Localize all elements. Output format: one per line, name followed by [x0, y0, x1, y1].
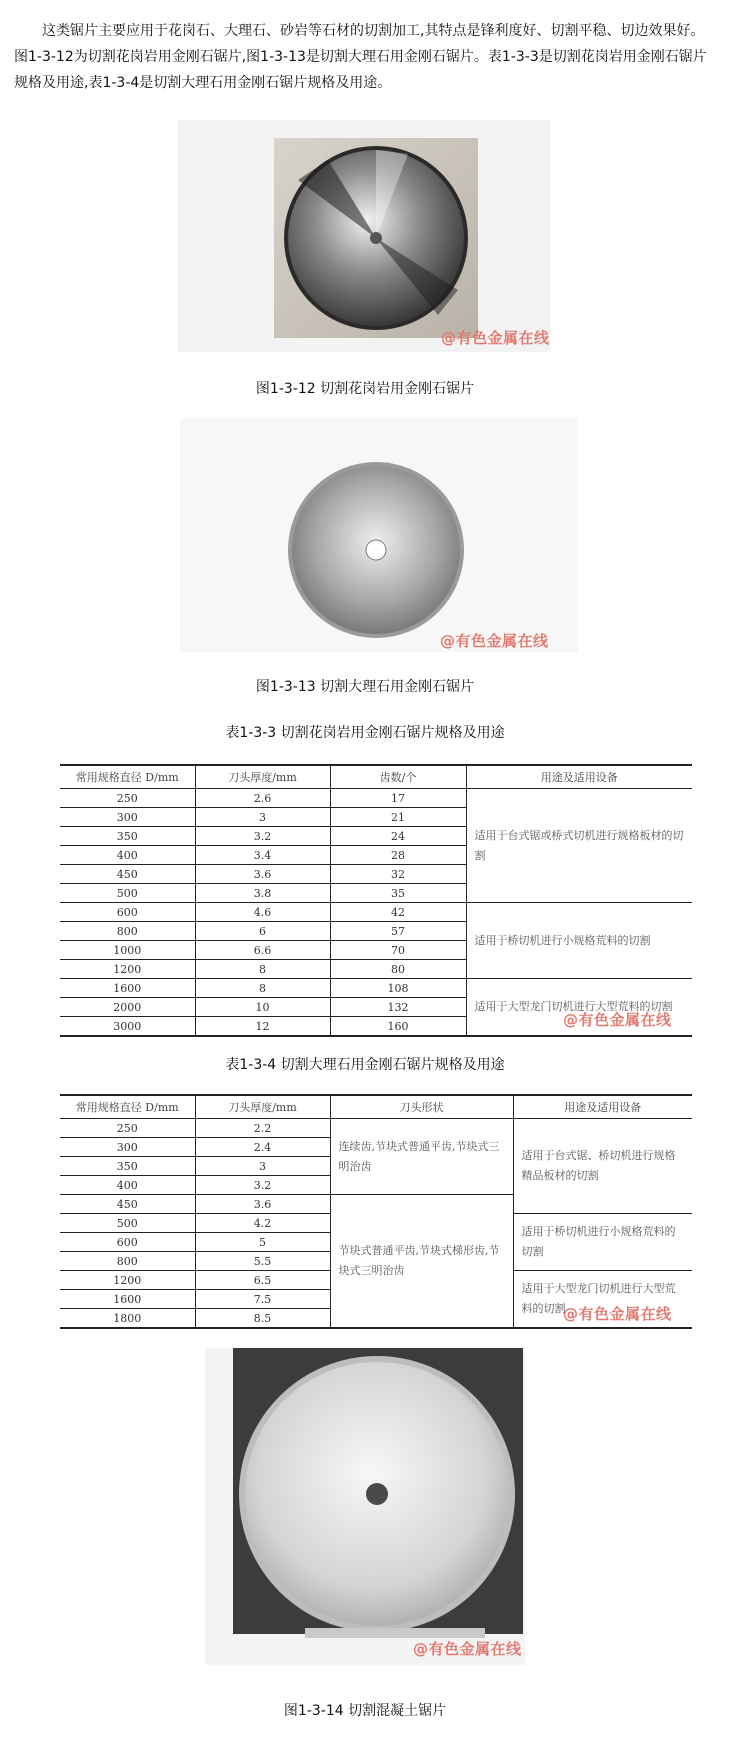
cell-teeth: 57 — [330, 922, 466, 941]
figure-concrete-blade — [205, 1348, 525, 1665]
cell-thickness: 3.6 — [195, 1195, 330, 1214]
cell-diameter: 1600 — [60, 1290, 195, 1309]
granite-blade-spec-table — [60, 764, 692, 1037]
cell-thickness: 8.5 — [195, 1309, 330, 1329]
cell-teeth: 35 — [330, 884, 466, 903]
cell-diameter: 800 — [60, 922, 195, 941]
cell-thickness: 6.5 — [195, 1271, 330, 1290]
cell-thickness: 3.4 — [195, 846, 330, 865]
cell-thickness: 5 — [195, 1233, 330, 1252]
cell-diameter: 1200 — [60, 960, 195, 979]
cell-diameter: 1200 — [60, 1271, 195, 1290]
table-row — [60, 903, 692, 922]
cell-thickness: 3 — [195, 808, 330, 827]
cell-diameter: 3000 — [60, 1017, 195, 1037]
header-use: 用途及适用设备 — [466, 765, 692, 789]
cell-thickness: 3.6 — [195, 865, 330, 884]
cell-teeth: 80 — [330, 960, 466, 979]
cell-shape: 连续齿,节块式普通平齿,节块式三明治齿 — [330, 1119, 513, 1195]
cell-diameter: 2000 — [60, 998, 195, 1017]
table-header-row — [60, 1095, 692, 1119]
cell-use: 适用于大型龙门切机进行大型荒料的切割 — [513, 1271, 692, 1329]
cell-diameter: 400 — [60, 846, 195, 865]
cell-thickness: 4.2 — [195, 1214, 330, 1233]
intro-paragraph: 这类锯片主要应用于花岗石、大理石、砂岩等石材的切割加工,其特点是锋利度好、切割平稳、切边效果好。图1-3-12为切割花岗岩用金刚石锯片,图1-3-13是切割大理石用金刚石锯片。表1-3-3是切割花岗岩用金刚石锯片规格及用途,表1-3-4是切割大理石用金刚石锯片规格及用途。 — [14, 23, 707, 91]
cell-thickness: 8 — [195, 960, 330, 979]
cell-use: 适用于台式锯或桥式切机进行规格板材的切割 — [466, 789, 692, 903]
cell-diameter: 250 — [60, 789, 195, 808]
cell-teeth: 42 — [330, 903, 466, 922]
figure-caption: 图1-3-12 切割花岗岩用金刚石锯片 — [255, 381, 475, 397]
cell-use: 适用于桥切机进行小规格荒料的切割 — [513, 1214, 692, 1271]
cell-thickness: 7.5 — [195, 1290, 330, 1309]
cell-teeth: 70 — [330, 941, 466, 960]
cell-diameter: 350 — [60, 1157, 195, 1176]
header-diameter: 常用规格直径 D/mm — [60, 765, 195, 789]
table-title: 表1-3-4 切割大理石用金刚石锯片规格及用途 — [225, 1057, 505, 1073]
cell-diameter: 500 — [60, 1214, 195, 1233]
cell-thickness: 3 — [195, 1157, 330, 1176]
header-teeth: 齿数/个 — [330, 765, 466, 789]
cell-diameter: 1800 — [60, 1309, 195, 1329]
table-title: 表1-3-3 切割花岗岩用金刚石锯片规格及用途 — [225, 725, 505, 741]
figure-marble-blade — [180, 418, 578, 652]
cell-teeth: 24 — [330, 827, 466, 846]
cell-teeth: 132 — [330, 998, 466, 1017]
watermark: @有色金属在线 — [441, 329, 550, 347]
cell-diameter: 500 — [60, 884, 195, 903]
cell-diameter: 300 — [60, 1138, 195, 1157]
header-diameter: 常用规格直径 D/mm — [60, 1095, 195, 1119]
table-header-row — [60, 765, 692, 789]
cell-diameter: 1600 — [60, 979, 195, 998]
cell-diameter: 600 — [60, 903, 195, 922]
cell-thickness: 3.8 — [195, 884, 330, 903]
cell-teeth: 28 — [330, 846, 466, 865]
cell-diameter: 250 — [60, 1119, 195, 1138]
cell-teeth: 21 — [330, 808, 466, 827]
cell-thickness: 3.2 — [195, 1176, 330, 1195]
table-row — [60, 789, 692, 808]
granite-blade-image — [178, 120, 550, 352]
cell-teeth: 108 — [330, 979, 466, 998]
figure-caption: 图1-3-14 切割混凝土锯片 — [283, 1703, 447, 1719]
watermark: @有色金属在线 — [563, 1011, 672, 1029]
cell-thickness: 2.4 — [195, 1138, 330, 1157]
cell-diameter: 350 — [60, 827, 195, 846]
cell-thickness: 2.2 — [195, 1119, 330, 1138]
cell-diameter: 600 — [60, 1233, 195, 1252]
cell-use: 适用于台式锯、桥切机进行规格精品板材的切割 — [513, 1119, 692, 1214]
cell-diameter: 450 — [60, 1195, 195, 1214]
cell-shape: 节块式普通平齿,节块式梯形齿,节块式三明治齿 — [330, 1195, 513, 1329]
cell-thickness: 8 — [195, 979, 330, 998]
watermark: @有色金属在线 — [563, 1305, 672, 1323]
cell-thickness: 2.6 — [195, 789, 330, 808]
cell-diameter: 450 — [60, 865, 195, 884]
cell-use: 适用于桥切机进行小规格荒料的切割 — [466, 903, 692, 979]
cell-teeth: 160 — [330, 1017, 466, 1037]
cell-diameter: 300 — [60, 808, 195, 827]
cell-use: 适用于大型龙门切机进行大型荒料的切割 — [466, 979, 692, 1037]
cell-teeth: 17 — [330, 789, 466, 808]
cell-diameter: 800 — [60, 1252, 195, 1271]
cell-thickness: 6.6 — [195, 941, 330, 960]
concrete-blade-image — [205, 1348, 525, 1665]
header-thickness: 刀头厚度/mm — [195, 765, 330, 789]
figure-caption: 图1-3-13 切割大理石用金刚石锯片 — [255, 679, 475, 695]
cell-teeth: 32 — [330, 865, 466, 884]
table-row — [60, 1119, 692, 1138]
cell-diameter: 1000 — [60, 941, 195, 960]
figure-granite-blade — [178, 120, 550, 352]
header-thickness: 刀头厚度/mm — [195, 1095, 330, 1119]
cell-thickness: 5.5 — [195, 1252, 330, 1271]
cell-thickness: 4.6 — [195, 903, 330, 922]
cell-thickness: 6 — [195, 922, 330, 941]
watermark: @有色金属在线 — [413, 1640, 522, 1658]
marble-blade-spec-table — [60, 1094, 692, 1329]
watermark: @有色金属在线 — [440, 632, 549, 650]
cell-thickness: 12 — [195, 1017, 330, 1037]
header-shape: 刀头形状 — [330, 1095, 513, 1119]
header-use: 用途及适用设备 — [513, 1095, 692, 1119]
marble-blade-image — [180, 418, 578, 652]
cell-thickness: 3.2 — [195, 827, 330, 846]
table-row — [60, 979, 692, 998]
cell-diameter: 400 — [60, 1176, 195, 1195]
cell-thickness: 10 — [195, 998, 330, 1017]
